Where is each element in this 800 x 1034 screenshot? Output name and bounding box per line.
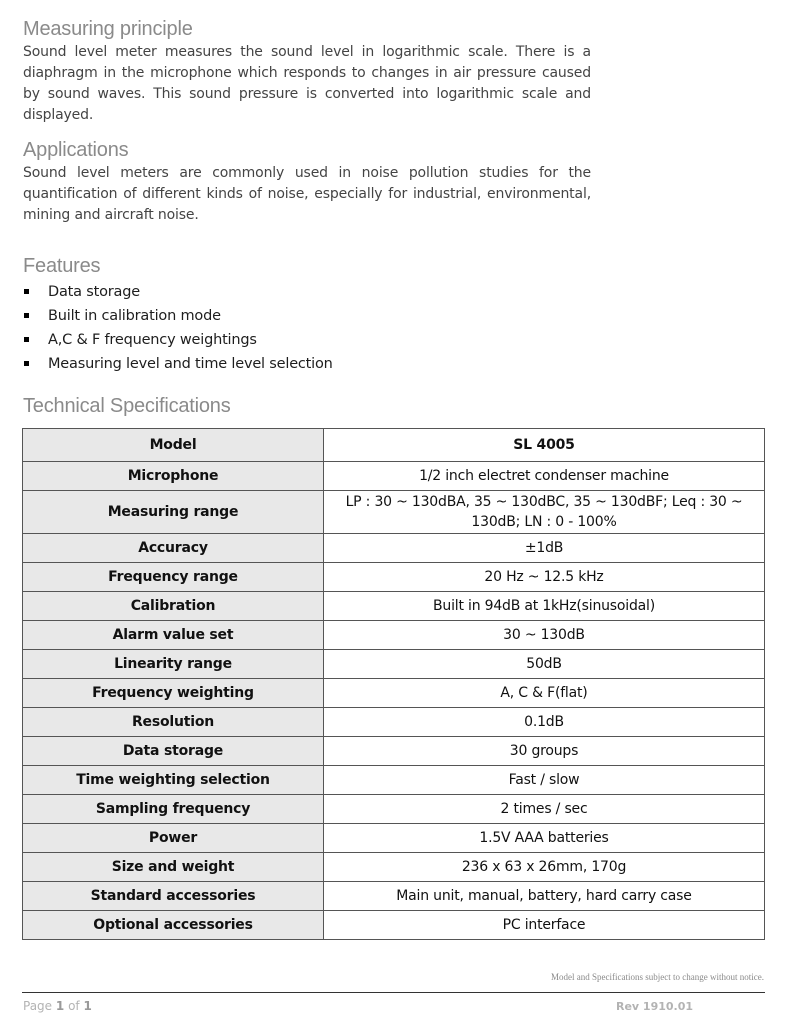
- feature-label: Built in calibration mode: [48, 308, 221, 324]
- spec-value: 20 Hz ~ 12.5 kHz: [324, 563, 765, 592]
- spec-key: Time weighting selection: [23, 766, 324, 795]
- spec-row: [23, 882, 765, 911]
- spec-key: Resolution: [23, 708, 324, 737]
- spec-key: Frequency weighting: [23, 679, 324, 708]
- spec-value: 236 x 63 x 26mm, 170g: [324, 853, 765, 882]
- page-label: Page: [23, 999, 53, 1013]
- spec-row: [23, 650, 765, 679]
- spec-key: Power: [23, 824, 324, 853]
- spec-value: Main unit, manual, battery, hard carry case: [324, 882, 765, 911]
- spec-key: Measuring range: [23, 491, 324, 534]
- page-number: [23, 999, 92, 1013]
- spec-row: [23, 766, 765, 795]
- spec-row: [23, 621, 765, 650]
- page-total: 1: [83, 999, 92, 1013]
- feature-label: Measuring level and time level selection: [48, 356, 333, 372]
- spec-key: Microphone: [23, 462, 324, 491]
- change-notice: Model and Specifications subject to change without notice.: [551, 972, 764, 982]
- applications-text: Sound level meters are commonly used in noise pollution studies for the quantification of different kinds of noise, especially for industrial, environmental, mining and aircraft noise.: [23, 165, 591, 223]
- page-current: 1: [55, 999, 65, 1013]
- spec-value: 2 times / sec: [324, 795, 765, 824]
- spec-key: Model: [23, 429, 324, 462]
- spec-value: Fast / slow: [324, 766, 765, 795]
- revision-label: Rev 1910.01: [616, 1000, 694, 1013]
- square-bullet-icon: [24, 361, 29, 366]
- measuring-principle-heading: Measuring principle: [23, 18, 193, 40]
- spec-key: Size and weight: [23, 853, 324, 882]
- spec-key: Linearity range: [23, 650, 324, 679]
- spec-value: ±1dB: [324, 534, 765, 563]
- spec-row: [23, 737, 765, 766]
- spec-value: A, C & F(flat): [324, 679, 765, 708]
- spec-row: [23, 708, 765, 737]
- feature-label: Data storage: [48, 284, 140, 300]
- specifications-table: [22, 428, 765, 940]
- features-list: [23, 282, 333, 378]
- page-of-label: of: [68, 999, 80, 1013]
- spec-value: LP : 30 ~ 130dBA, 35 ~ 130dBC, 35 ~ 130dBF; Leq : 30 ~ 130dB; LN : 0 - 100%: [324, 491, 765, 534]
- spec-row-model: [23, 429, 765, 462]
- spec-value: Built in 94dB at 1kHz(sinusoidal): [324, 592, 765, 621]
- feature-item: [23, 354, 333, 378]
- square-bullet-icon: [24, 337, 29, 342]
- spec-key: Accuracy: [23, 534, 324, 563]
- spec-value: PC interface: [324, 911, 765, 940]
- spec-value: SL 4005: [324, 429, 765, 462]
- spec-key: Data storage: [23, 737, 324, 766]
- spec-row: [23, 824, 765, 853]
- spec-row: [23, 491, 765, 534]
- footer-divider: [22, 992, 765, 993]
- spec-value: 1.5V AAA batteries: [324, 824, 765, 853]
- square-bullet-icon: [24, 289, 29, 294]
- spec-row: [23, 592, 765, 621]
- spec-key: Optional accessories: [23, 911, 324, 940]
- spec-value: 30 ~ 130dB: [324, 621, 765, 650]
- spec-row: [23, 795, 765, 824]
- spec-row: [23, 853, 765, 882]
- feature-label: A,C & F frequency weightings: [48, 332, 257, 348]
- spec-value: 0.1dB: [324, 708, 765, 737]
- feature-item: [23, 282, 333, 306]
- spec-row: [23, 911, 765, 940]
- features-heading: Features: [23, 255, 101, 277]
- measuring-principle-text: Sound level meter measures the sound level in logarithmic scale. There is a diaphragm in the microphone which responds to changes in air pressure caused by sound waves. This sound pressure is converted into logarithmic scale and displayed.: [23, 44, 591, 123]
- spec-key: Sampling frequency: [23, 795, 324, 824]
- spec-row: [23, 462, 765, 491]
- spec-row: [23, 679, 765, 708]
- spec-key: Calibration: [23, 592, 324, 621]
- spec-row: [23, 563, 765, 592]
- spec-row: [23, 534, 765, 563]
- square-bullet-icon: [24, 313, 29, 318]
- applications-heading: Applications: [23, 139, 129, 161]
- spec-value: 50dB: [324, 650, 765, 679]
- spec-key: Frequency range: [23, 563, 324, 592]
- spec-value: 1/2 inch electret condenser machine: [324, 462, 765, 491]
- spec-value: 30 groups: [324, 737, 765, 766]
- spec-key: Alarm value set: [23, 621, 324, 650]
- feature-item: [23, 330, 333, 354]
- technical-specifications-heading: Technical Specifications: [23, 395, 231, 417]
- feature-item: [23, 306, 333, 330]
- spec-key: Standard accessories: [23, 882, 324, 911]
